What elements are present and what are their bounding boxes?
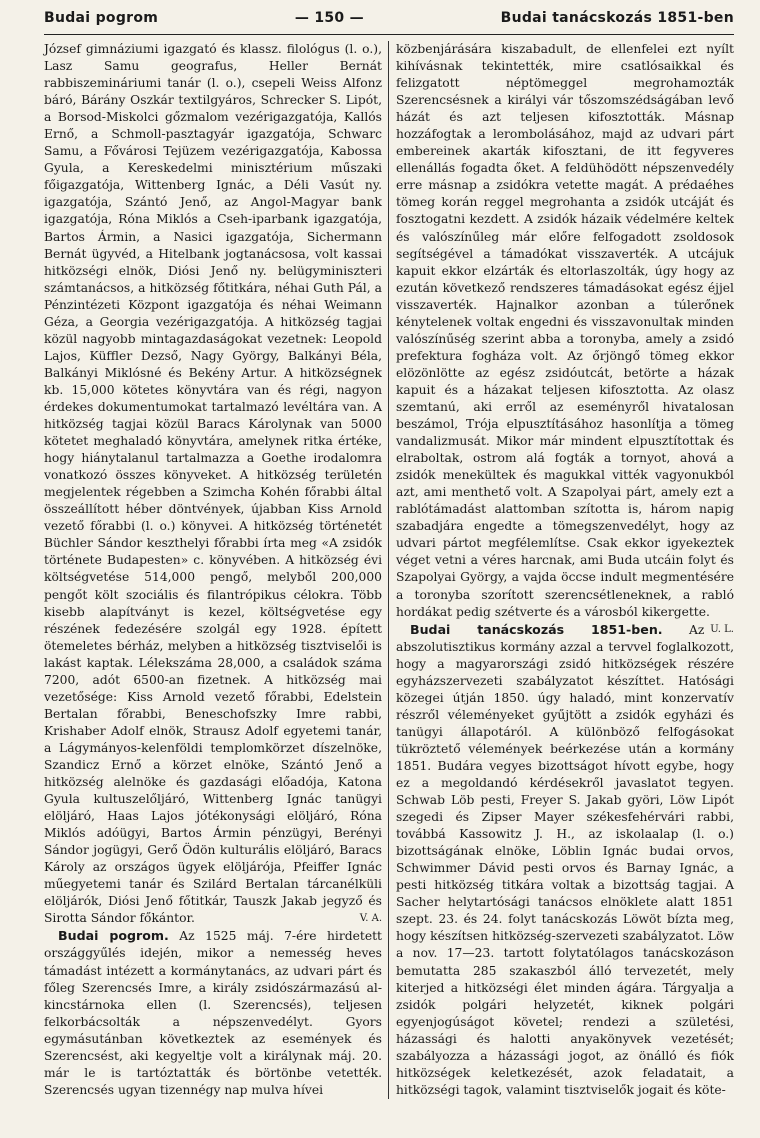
entry-budai-tanacskozas: [396, 621, 734, 1099]
right-signature: U. L.: [710, 623, 734, 635]
left-continuation-text: József gimnáziumi igazgató és klassz. filológus (l. o.), Lasz Samu geografus, Heller Bernát rabbiszemináriumi tanár (l. o.), csepeli Weiss Alfonz báró, Bárány Oszkár textilgyáros, Schrecker S. Lipót, a Borsod-Miskolci gőzmalom vezérigazgatója, Kallós Ernő, a Schmoll-pasztagyár igazgatója, Schwarc Samu, a Fővárosi Tejüzem vezérigazgatója, Kabossa Gyula, a Kereskedelmi minisztérium műszaki főigazgatója, Wittenberg Ignác, a Déli Vasút ny. igazgatója, Szántó Jenő, az Angol-Magyar bank igazgatója, Róna Miklós a Cseh-iparbank igazgatója, Bartos Ármin, a Nasici igazgatója, Sichermann Bernát ügyvéd, a Hitelbank jogtanácsosa, volt kassai hitközségi elnök, Diósi Jenő ny. belügyminiszteri számtanácsos, a hitközség főtitkára, néhai Guth Pál, a Pénzintézeti Központ igazgatója és néhai Weimann Géza, a Georgia vezérigazgatója. A hitközség tagjai közül nagyobb mintagazdaságokat vezetnek: Leopold Lajos, Küffler Dezső, Nagy György, Balkányi Béla, Balkányi Miklósné és Bekény Artur. A hitközségnek kb. 15,000 kötetes könyvtára van és régi, nagyon érdekes dokumentumokat tartalmazó levéltára van. A hitközség tagjai közül Baracs Károlynak van 5000 kötetet meghaladó könyvtára, amelynek ritka értéke, hogy hiánytalanul tartalmazza a Goethe irodalomra vonatkozó összes könyveket. A hitközség területén megjelentek régebben a Szimcha Kohén főrabbi által összeállított héber döntvények, újabban Kiss Arnold vezető főrabbi (l. o.) könyvei. A hitközség történetét Büchler Sándor keszthelyi főrabbi írta meg «A zsidók története Budapesten» c. könyvében. A hitközség évi költségvetése 514,000 pengő, melyből 200,000 pengőt költ szociális és filantrópikus célokra. Több kisebb alapítványt is kezel, költségvetése egy részének fedezésére szolgál egy 1928. épített ötemeletes bérház, melyben a hitközség tisztviselői is lakást kaptak. Lélekszáma 28,000, a családok száma 7200, adót 6500-an fizetnek. A hitközség mai vezetősége: Kiss Arnold vezető főrabbi, Edelstein Bertalan főrabbi, Beneschofszky Imre rabbi, Krishaber Adolf elnök, Strausz Adolf egyetemi tanár, a Lágymányos-kelenföldi templomkörzet díszelnöke, Szandicz Ernő a körzet elnöke, Szántó Jenő a hitközség alelnöke és gazdasági előadója, Katona Gyula kultuszelőljáró, Wittenberg Ignác tanügyi elöljáró, Haas Lajos jótékonysági elöljáró, Róna Miklós adóügyi, Bartos Ármin pénzügyi, Berényi Sándor jogügyi, Gerő Ödön kulturális elöljáró, Baracs Károly az országos ügyek elöljárója, Pfeiffer Ignác műegyetemi tanár és Szilárd Bertalan tárcanélküli elöljárók, Diósi Jenő főtitkár, Tauszk Jakab jegyző és Sirotta Sándor főkántor. V. A.: [44, 41, 382, 927]
entry-budai-pogrom: [44, 927, 382, 1098]
right-continuation-text: közbenjárására kiszabadult, de ellenfelei ezt nyílt kihívásnak tekintették, mire csatlósaikkal és felizgatott néptömeggel megrohamozták Szerencsésnek a királyi vár tőszomszédságában levő házát és azt teljesen kifosztották. Másnap hozzáfogtak a lerombolásához, majd az udvari párt embereinek akarták kifosztani, de itt fegyveres ellenállás fogadta őket. A feldühödött népszenvedély erre másnap a zsidókra vetette magát. A prédaéhes tömeg korán reggel megrohanta a zsidók utcáját és fosztogatni kezdett. A zsidók házaik védelmére keltek és valószínűleg már előre felfogadott zsoldosok segítségével a támadókat visszaverték. A utcájuk kapuit ekkor elzárták és eltorlaszolták, úgy hogy az ezután következő rendszeres támadásokat egész éjjel visszaverték. Hajnalkor azonban a túlerőnek kénytelenek voltak engedni és visszavonultak minden valószínűség szerint abba a toronyba, amely a zsidó prefektura fogháza volt. Az őrjöngő tömeg ekkor elözönlötte az egész zsidóutcát, betörte a házak kapuit és a házakat teljesen kifosztotta. Az olasz szemtanú, aki erről az eseményről hivatalosan beszámol, Trója elpusztításához hasonlítja a tömeg vandalizmusát. Mikor már mindent elpusztítottak és elraboltak, ostrom alá fogták a tornyot, ahová a zsidók menekültek és magukkal vitték vagyonukból azt, ami menthető volt. A Szapolyai párt, amely ezt a rablótámadást alattomban szította is, három napig szabadjára engedte a tömegszenvedélyt, hogy az udvari pártot megfélemlítse. Csak ekkor igyekeztek véget vetni a véres harcnak, ami Buda utcáin folyt és Szapolyai György, a vajda öccse indult megmentésére a toronyba szorított szerencsétleneknek, a rabló hordákat pedig szétverte és a városból kikergette. U. L.: [396, 41, 734, 621]
entry-text-budai-pogrom: Az 1525 máj. 7-ére hirdetett országgyűlés idején, mikor a nemesség heves támadást intézett a kormánytanács, az udvari párt és főleg Szerencsés Imre, a király zsidószármazású al-kincstárnoka ellen (l. Szerencsés), teljesen felkorbácsolták a népszenvedélyt. Gyors egymásutánban következtek az események és Szerencsést, aki kegyeltje volt a királynak máj. 20. már le is tartóztatták és börtönbe vetették. Szerencsés ugyan tizennégy nap mulva hívei: [44, 929, 382, 1097]
header-left-title: Budai pogrom: [44, 10, 159, 26]
header-right-title: Budai tanácskozás 1851-ben: [500, 10, 734, 26]
entry-title-budai-pogrom: Budai pogrom.: [58, 928, 169, 944]
entry-text-budai-tanacskozas: Az abszolutisztikus kormány azzal a tervvel foglalkozott, hogy a magyarországi zsidó hitközségek részére egyházszervezeti szabályzatot készíttet. Hatósági közegei útján 1850. úgy haladó, mint konzervatív részről véleményeket gyűjtött a zsidók egyházi és tanügyi állapotáról. A különböző felfogásokat tükröztető vélemények beérkezése után a kormány 1851. Budára vegyes bizottságot hívott egybe, hogy ez a megoldandó kérdésekről javaslatot tegyen. Schwab Löb pesti, Freyer S. Jakab györi, Löw Lipót szegedi és Zipser Mayer székesfehérvári rabbi, továbbá Kassowitz J. H., az iskolaalap (l. o.) bizottságának elnöke, Löblin Ignác budai orvos, Schwimmer Dávid pesti orvos és Barnay Ignác, a pesti hitközség titkára voltak a bizottság tagjai. A Sacher helytartósági tanácsos elnöklete alatt 1851 szept. 23. és 24. folyt tanácskozás Löwöt bízta meg, hogy készítsen hitközség-szervezeti szabályzatot. Löw a nov. 17—23. tartott folytatólagos tanácskozáson bemutatta 285 szakaszból álló tervezetét, mely kiterjed a hitközségi élet minden ágára. Tárgyalja a zsidók polgári helyzetét, kiknek polgári egyenjogúságot követel; rendezi a születési, házassági és halotti anyakönyvek vezetését; szabályozza a házassági jogot, az önálló és fiók hitközségek keletkezését, azok feladatait, a hitközségi tagok, valamint tisztviselők jogait és köte-: [395, 622, 734, 1097]
left-column: [44, 41, 388, 1099]
entry-title-budai-tanacskozas: Budai tanácskozás 1851-ben.: [409, 621, 663, 637]
page-number: — 150 —: [294, 10, 364, 26]
left-signature: V. A.: [359, 913, 382, 925]
text-columns: [44, 41, 734, 1099]
running-header: [44, 10, 734, 35]
right-column: [389, 41, 734, 1099]
